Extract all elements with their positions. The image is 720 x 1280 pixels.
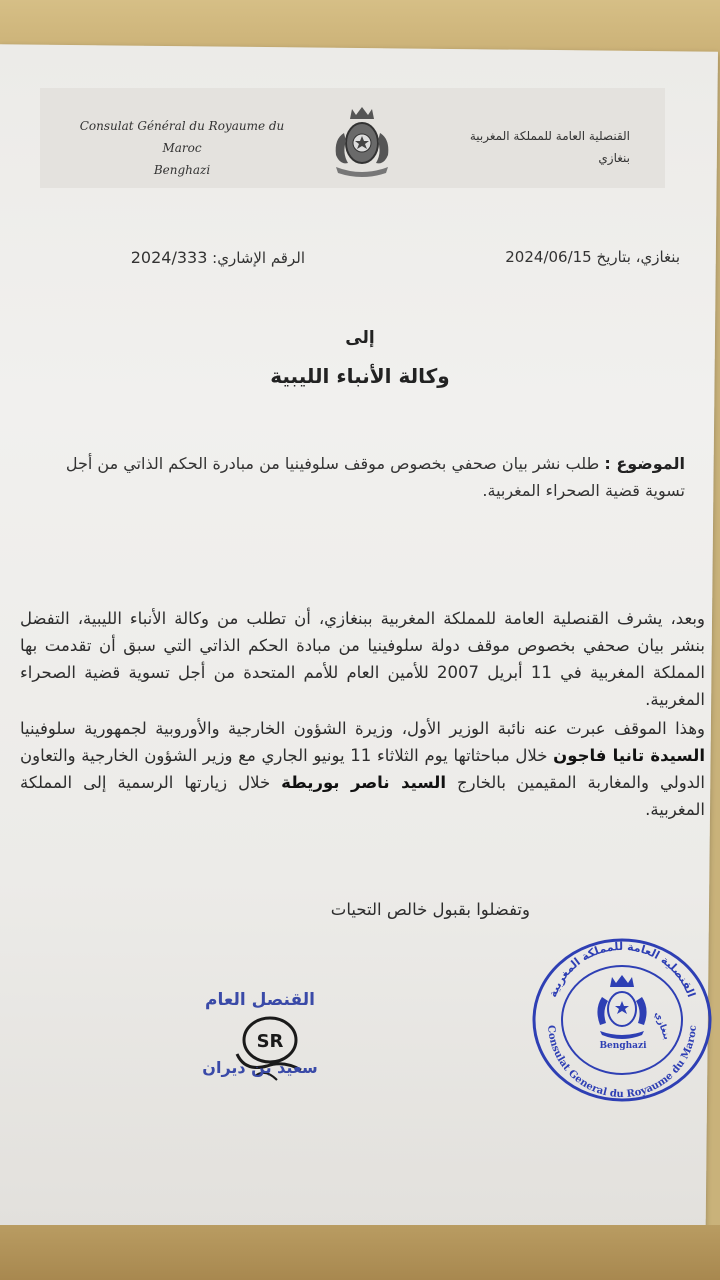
to-label: إلى: [345, 328, 375, 348]
letterhead-arabic: [420, 125, 630, 169]
subject-block: [60, 450, 685, 504]
body-paragraph-2: [20, 715, 705, 823]
letterhead-latin: [62, 115, 302, 181]
moroccan-coat-of-arms-icon: [322, 103, 402, 179]
stamp-city-arabic: بنغازي: [652, 1010, 672, 1042]
letterhead-arabic-line1: القنصلية العامة للمملكة المغربية: [469, 129, 630, 143]
reference-label: الرقم الإشاري:: [212, 249, 305, 267]
stamp-arabic-text: القنصلية العامة للمملكة المغربية: [546, 939, 698, 1000]
body-paragraph-2-part-a: وهذا الموقف عبرت عنه نائبة الوزير الأول، وزيرة الشؤون الخارجية والأوروبية لجمهورية سلوفينيا: [20, 719, 705, 738]
date-prefix: بنغازي، بتاريخ: [596, 248, 680, 266]
letterhead-latin-line2: Benghazi: [153, 163, 211, 177]
desk-background-bottom: [0, 1225, 720, 1280]
date-line: [430, 248, 680, 266]
letterhead-latin-line1: Consulat Général du Royaume du Maroc: [79, 119, 285, 155]
stamp-city-latin: Benghazi: [599, 1041, 647, 1051]
minister-name-slovenia: السيدة تانيا فاجون: [553, 746, 705, 765]
reference-number: 2024/333: [130, 248, 208, 267]
signatory-title: القنصل العام: [205, 990, 315, 1010]
reference-number-line: [85, 248, 305, 267]
svg-text:القنصلية العامة للمملكة المغرب: [546, 940, 698, 999]
handwritten-signature-icon: [215, 1010, 325, 1090]
stamp-french-text: Consulat General du Royaume du Maroc: [544, 1024, 700, 1101]
svg-text:SR: SR: [256, 1031, 284, 1052]
signatory-name: سعيد بن ديران: [202, 1058, 318, 1077]
body-paragraph-2-part-c: خلال زيارتها الرسمية إلى المملكة المغربية.: [20, 773, 705, 819]
minister-name-morocco: السيد ناصر بوريطة: [281, 773, 446, 792]
body-paragraph-1: وبعد، يشرف القنصلية العامة للمملكة المغربية ببنغازي، أن تطلب من وكالة الأنباء الليبية، التفضل بنشر بيان صحفي بخصوص موقف دولة سلوفينيا من مبادة الحكم الذاتي التي سبق أن تقدمت بها المملكة المغربية في 11 أبريل 2007 للأمين العام للأمم المتحدة من أجل تسوية قضية الصحراء المغربية.: [20, 609, 706, 709]
subject-text: طلب نشر بيان صحفي بخصوص موقف سلوفينيا من مبادرة الحكم الذاتي من أجل تسوية قضية الصحراء المغربية.: [65, 454, 685, 500]
closing-salutation: وتفضلوا بقبول خالص التحيات: [330, 900, 530, 919]
consulate-stamp-icon: [530, 935, 715, 1105]
body-paragraph-2-part-b: خلال مباحثاتها يوم الثلاثاء 11 يونيو الجاري مع وزير الشؤون الخارجية والتعاون الدولي والمغاربة المقيمين بالخارج: [20, 746, 705, 792]
subject-label: الموضوع :: [604, 454, 685, 473]
date-value: 2024/06/15: [505, 248, 592, 266]
recipient-name: وكالة الأنباء الليبية: [270, 364, 450, 388]
letterhead-arabic-line2: بنغازي: [598, 151, 630, 165]
